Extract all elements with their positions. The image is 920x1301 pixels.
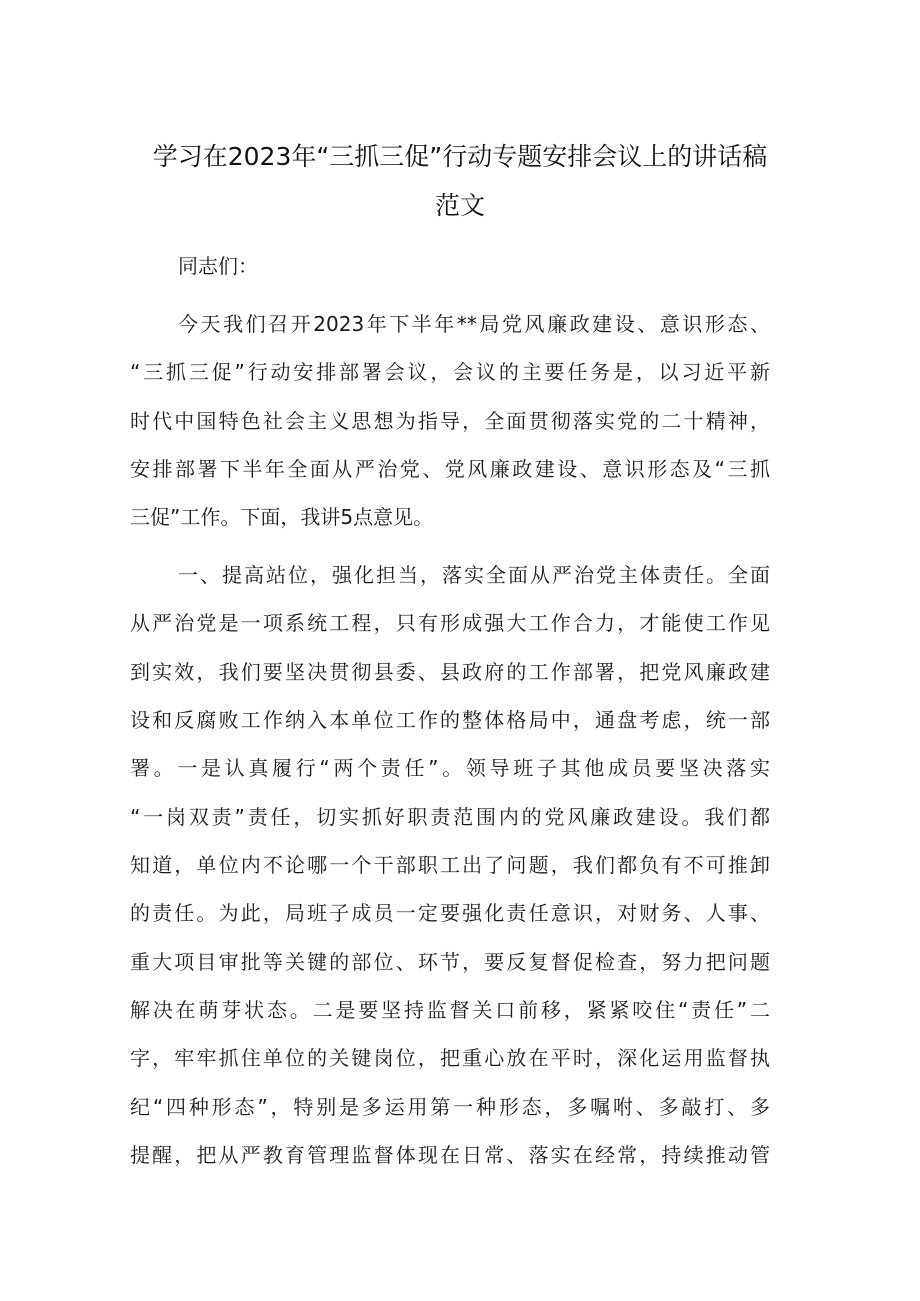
- paragraph-2-line: 署。一是认真履行“两个责任”。领导班子其他成员要坚决落实: [130, 756, 770, 780]
- paragraph-2-line: 到实效，我们要坚决贯彻县委、县政府的工作部署，把党风廉政建: [130, 660, 770, 684]
- paragraph-2-line: 设和反腐败工作纳入本单位工作的整体格局中，通盘考虑，统一部: [130, 708, 770, 732]
- paragraph-2-line: 的责任。为此，局班子成员一定要强化责任意识，对财务、人事、: [130, 901, 770, 925]
- paragraph-2-line: 解决在萌芽状态。二是要坚持监督关口前移，紧紧咬住“责任”二: [130, 998, 770, 1022]
- paragraph-2-line: 知道，单位内不论哪一个干部职工出了问题，我们都负有不可推卸: [130, 853, 770, 877]
- paragraph-2-line: 字，牢牢抓住单位的关键岗位，把重心放在平时，深化运用监督执: [130, 1046, 770, 1070]
- paragraph-1-line: 时代中国特色社会主义思想为指导，全面贯彻落实党的二十精神，: [130, 409, 770, 433]
- paragraph-2-line: 一、提高站位，强化担当，落实全面从严治党主体责任。全面: [178, 563, 770, 587]
- paragraph-2-line: 从严治党是一项系统工程，只有形成强大工作合力，才能使工作见: [130, 611, 770, 635]
- paragraph-2-line: 提醒，把从严教育管理监督体现在日常、落实在经常，持续推动管: [130, 1143, 770, 1167]
- paragraph-2-line: “一岗双责”责任，切实抓好职责范围内的党风廉政建设。我们都: [130, 805, 770, 829]
- paragraph-2-line: 纪“四种形态”，特别是多运用第一种形态，多嘱咐、多敲打、多: [130, 1095, 770, 1119]
- document-title-line-1: 学习在2023年“三抓三促”行动专题安排会议上的讲话稿: [152, 142, 768, 171]
- paragraph-1-line: 三促”工作。下面，我讲5点意见。: [130, 505, 434, 529]
- paragraph-1-line: 今天我们召开2023年下半年**局党风廉政建设、意识形态、: [178, 312, 770, 336]
- paragraph-1-line: “三抓三促”行动安排部署会议，会议的主要任务是，以习近平新: [130, 360, 770, 384]
- salutation: 同志们：: [178, 254, 258, 278]
- paragraph-1-line: 安排部署下半年全面从严治党、党风廉政建设、意识形态及“三抓: [130, 457, 770, 481]
- document-title-line-2: 范文: [434, 191, 485, 220]
- paragraph-2-line: 重大项目审批等关键的部位、环节，要反复督促检查，努力把问题: [130, 950, 770, 974]
